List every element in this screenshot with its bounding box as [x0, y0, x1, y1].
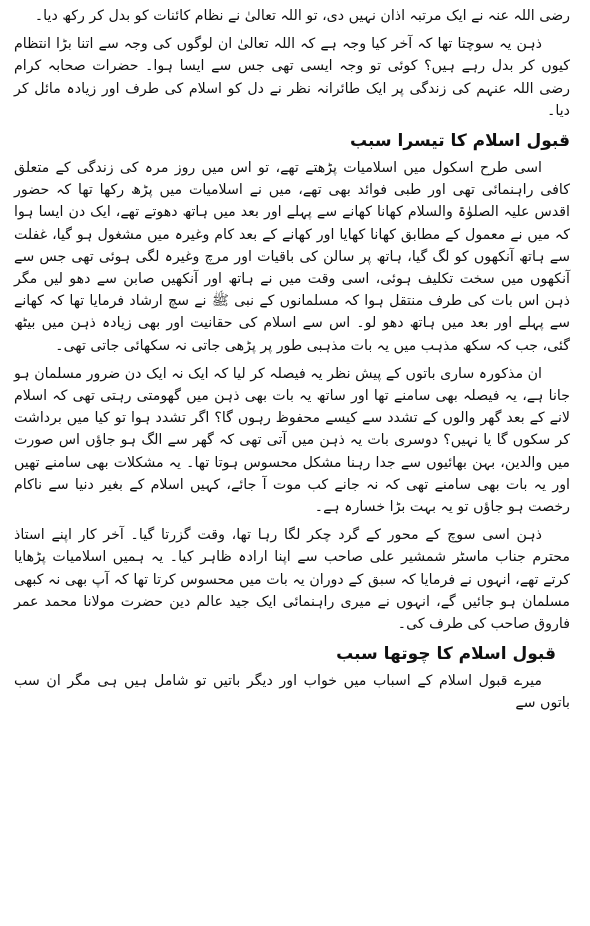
section-heading-fourth-reason: قبول اسلام کا چوتھا سبب	[336, 644, 556, 665]
paragraph-decision: ان مذکورہ ساری باتوں کے پیش نظر یہ فیصلہ کر لیا کہ ایک نہ ایک دن ضرور مسلمان ہو جانا ہے، یہ فیصلہ بھی سامنے تھا اور ساتھ یہ بات بھی ذہن میں گھومتی رہتی تھی کہ اسلام لانے کے بعد گھر والوں کے تشدد سے کیسے محفوظ رہوں گا؟ اگر تشدد ہوا تو کیا میں برداشت کر سکوں گا یا نہیں؟ دوسری بات یہ ذہن میں آتی تھی کہ گھر سے الگ ہو جاؤں اس صورت میں والدین، بہن بھائیوں سے جدا رہنا مشکل محسوس ہوتا تھا۔ یہ مشکلات بھی سامنے تھیں اور یہ بات بھی سامنے تھی کہ نہ جانے کب موت آ جائے، کہیں اسلام کے بغیر دنیا سے ناکام رخصت ہو جاؤں تو یہ بہت بڑا خسارہ ہے۔	[14, 365, 570, 516]
paragraph-continuation: رضی اللہ عنہ نے ایک مرتبہ اذان نہیں دی، تو اللہ تعالیٰ نے نظام کائنات کو بدل کر رکھ دیا۔	[34, 8, 570, 24]
paragraph-islamiyat: اسی طرح اسکول میں اسلامیات پڑھتے تھے، تو اس میں روز مرہ کی زندگی کے متعلق کافی راہنمائی تھی اور طبی فوائد بھی تھے، میں نے اسلامیات میں پڑھ رکھا تھا کہ حضور اقدس علیہ الصلوٰۃ والسلام کھانا کھانے سے پہلے اور بعد میں ہاتھ دھوتے تھے، ایک دن ایسا ہوا کہ میں نے معمول کے مطابق کھانا کھایا اور کھانے کے بعد کام وغیرہ میں مشغول ہو گیا، غفلت سے ہاتھ آنکھوں کو لگ گیا، ہاتھ پر سالن کی باقیات اور مرچ وغیرہ لگی ہوئی تھی جس سے آنکھوں میں سخت تکلیف ہوئی، اسی وقت میں نے ہاتھ اور آنکھیں صابن سے دھو لیں مگر ذہن اس بات کی طرف منتقل ہوا کہ مسلمانوں کے نبی ﷺ نے سچ ارشاد فرمایا تھا کہ کھانے سے پہلے اور بعد میں ہاتھ دھو لو۔ اس سے اسلام کی حقانیت اور بھی زیادہ ذہن میں بیٹھ گئی، جب کہ سکھ مذہب میں یہ بات مذہبی طور پر پڑھی جاتی نہ سکھائی جاتی تھی۔	[14, 160, 570, 354]
paragraph-sahaba: ذہن یہ سوچتا تھا کہ آخر کیا وجہ ہے کہ اللہ تعالیٰ ان لوگوں کی وجہ سے اتنا بڑا انتظام کیوں کر بدل رہے ہیں؟ کوئی تو وجہ ایسی تھی جس سے ایسا ہوا۔ حضرات صحابہ کرام رضی اللہ عنہم کی زندگی پر ایک طائرانہ نظر نے دل کو اسلام کی طرف اور زیادہ مائل کر دیا۔	[14, 36, 570, 119]
paragraph-teacher: ذہن اسی سوچ کے محور کے گرد چکر لگا رہا تھا، وقت گزرتا گیا۔ آخر کار اپنے استاذ محترم جناب ماسٹر شمشیر علی صاحب سے اپنا ارادہ ظاہر کیا۔ یہ ہمیں اسلامیات پڑھایا کرتے تھے، انہوں نے فرمایا کہ سبق کے دوران یہ بات میں محسوس کرتا تھا کہ آپ بھی نہ کبھی مسلمان ہو جائیں گے، انہوں نے میری راہنمائی ایک جید عالم دین حضرت مولانا محمد عمر فاروق صاحب کی طرف کی۔	[14, 527, 570, 633]
paragraph-fourth-reason: میرے قبول اسلام کے اسباب میں خواب اور دیگر باتیں تو شامل ہیں ہی مگر ان سب باتوں سے	[14, 673, 570, 712]
section-heading-third-reason: قبول اسلام کا تیسرا سبب	[349, 131, 570, 152]
